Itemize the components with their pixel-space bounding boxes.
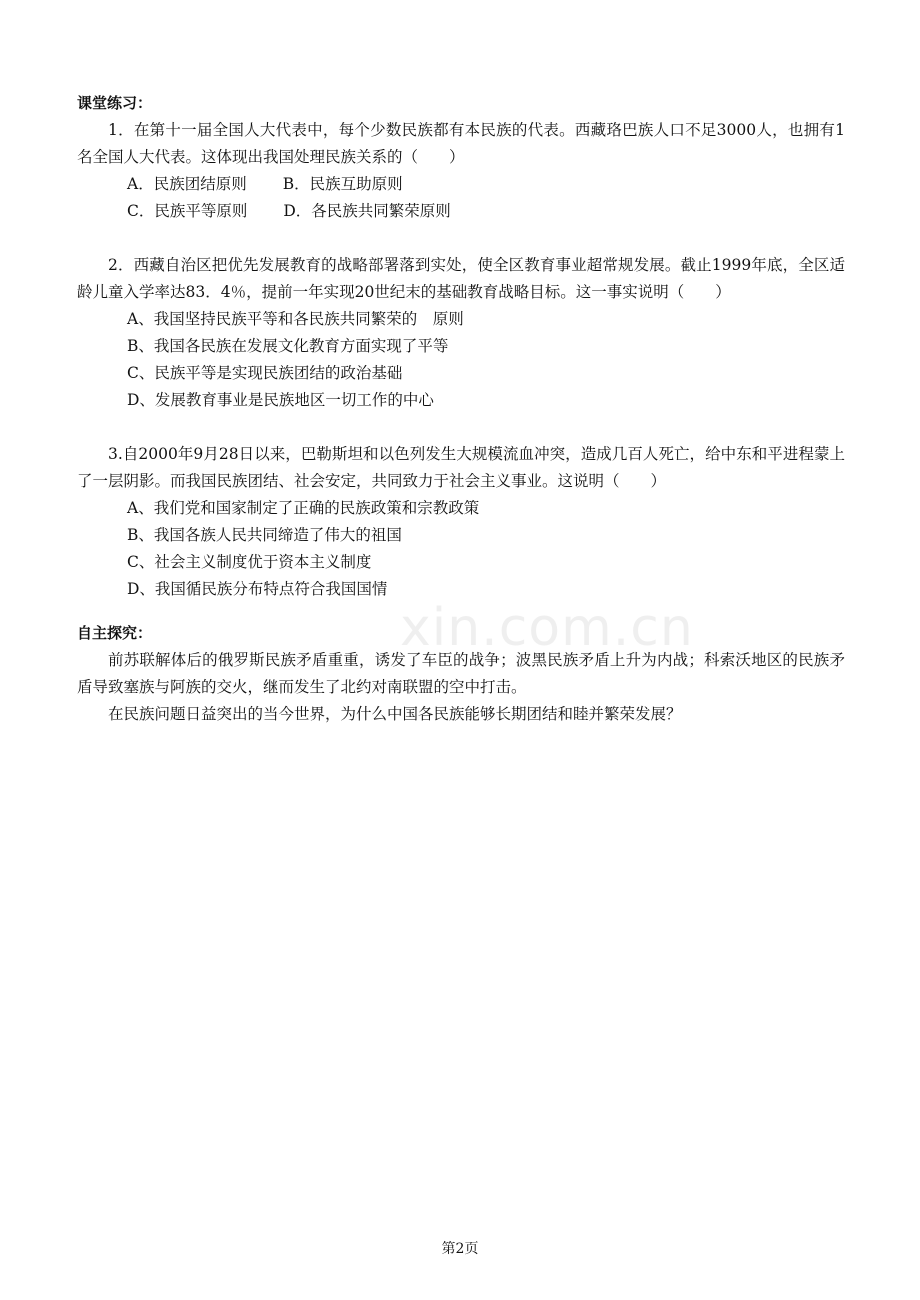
question-1-options-row-2 [77, 198, 845, 225]
question-3-option-b: B、我国各族人民共同缔造了伟大的祖国 [127, 526, 402, 544]
inquiry-paragraph-1: 前苏联解体后的俄罗斯民族矛盾重重，诱发了车臣的战争；波黑民族矛盾上升为内战；科索沃地区的民族矛盾导致塞族与阿族的交火，继而发生了北约对南联盟的空中打击。 [77, 651, 845, 696]
question-2-option-a: A、我国坚持民族平等和各民族共同繁荣的 原则 [127, 310, 464, 328]
page-number: 第2页 [441, 1241, 479, 1257]
section-heading-self-inquiry: 自主探究： [77, 624, 153, 642]
question-1-option-a: A．民族团结原则 [127, 175, 247, 193]
question-1-option-b: B．民族互助原则 [282, 175, 403, 193]
question-3 [77, 441, 845, 603]
question-3-option-d: D、我国循民族分布特点符合我国国情 [127, 580, 388, 598]
question-1-options-row-1 [77, 171, 845, 198]
question-3-stem: 3.自2000年9月28日以来，巴勒斯坦和以色列发生大规模流血冲突，造成几百人死亡，给中东和平进程蒙上了一层阴影。而我国民族团结、社会安定，共同致力于社会主义事业。这说明（ ） [77, 445, 845, 490]
inquiry-paragraph-2: 在民族问题日益突出的当今世界，为什么中国各民族能够长期团结和睦并繁荣发展？ [108, 705, 682, 723]
question-1-option-d: D．各民族共同繁荣原则 [283, 202, 451, 220]
document-body [77, 90, 845, 728]
question-1-option-c: C．民族平等原则 [127, 202, 248, 220]
question-3-option-a: A、我们党和国家制定了正确的民族政策和宗教政策 [127, 499, 480, 517]
question-2 [77, 252, 845, 414]
question-2-option-c: C、民族平等是实现民族团结的政治基础 [127, 364, 403, 382]
question-2-stem: 2．西藏自治区把优先发展教育的战略部署落到实处，使全区教育事业超常规发展。截止1999年底，全区适龄儿童入学率达83．4％，提前一年实现20世纪末的基础教育战略目标。这一事实说明（ ） [77, 256, 845, 301]
watermark: xin.com.cn [400, 598, 694, 658]
section-heading-classroom-practice: 课堂练习： [77, 94, 153, 112]
question-1-stem: 1．在第十一届全国人大代表中，每个少数民族都有本民族的代表。西藏珞巴族人口不足3000人，也拥有1名全国人大代表。这体现出我国处理民族关系的（ ） [77, 121, 845, 166]
question-3-option-c: C、社会主义制度优于资本主义制度 [127, 553, 372, 571]
question-1 [77, 117, 845, 225]
question-2-option-d: D、发展教育事业是民族地区一切工作的中心 [127, 391, 434, 409]
question-2-option-b: B、我国各民族在发展文化教育方面实现了平等 [127, 337, 449, 355]
